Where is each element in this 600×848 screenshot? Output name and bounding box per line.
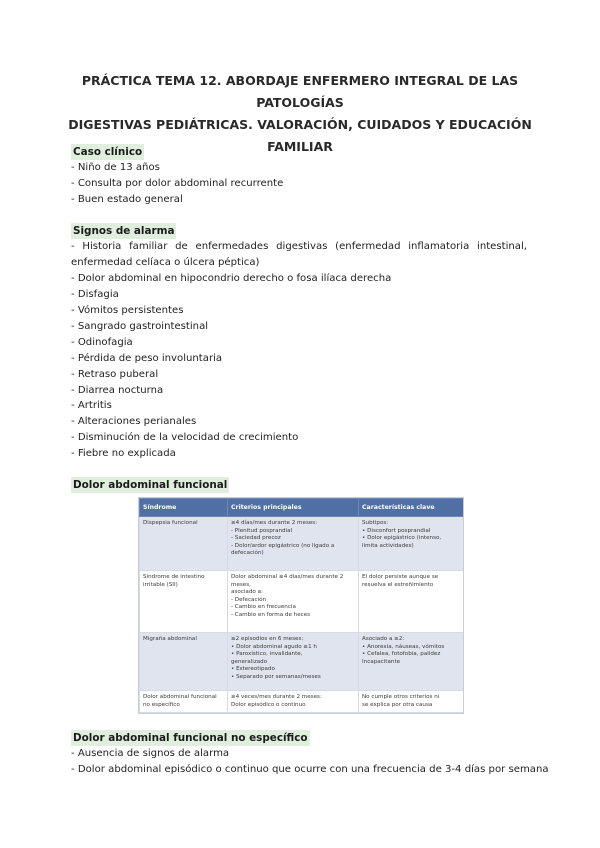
cell-line: ≥4 veces/mes durante 2 meses: xyxy=(231,694,322,700)
cell-line: Síndrome de intestino xyxy=(143,574,205,580)
table-row xyxy=(140,633,464,691)
cell-line: Incapacitante xyxy=(362,658,401,665)
cell-line: ≥4 días/mes durante 2 meses: xyxy=(231,520,318,526)
cell-line: • Dolor abdominal agudo ≥1 h xyxy=(231,643,317,650)
cell-line: No cumple otros criterios ni xyxy=(362,694,440,700)
cell-line: - Plenitud posprandial xyxy=(231,527,293,534)
signos-item: - Fiebre no explicada xyxy=(71,448,176,459)
cell-line: • Cefalea, fotofobia, palidez xyxy=(362,651,441,658)
signos-item: - Odinofagia xyxy=(71,337,133,348)
table-row xyxy=(140,691,464,713)
table-cell-sindrome xyxy=(140,571,228,633)
caso-item: - Niño de 13 años xyxy=(71,162,160,173)
table-cell-criterios xyxy=(228,517,359,571)
caso-item: - Consulta por dolor abdominal recurrente xyxy=(71,178,284,189)
caso-clinico-heading: Caso clínico xyxy=(73,146,143,158)
cell-line: • Separado por semanas/meses xyxy=(231,673,321,680)
cell-line: Dolor abdominal funcional xyxy=(143,694,217,700)
cell-line: se explica por otra causa xyxy=(362,701,433,708)
cell-line: • Dolor epigástrico (intenso, xyxy=(362,535,442,542)
cell-line: • Anorexia, náuseas, vómitos xyxy=(362,643,445,650)
signos-alarma-heading: Signos de alarma xyxy=(73,225,175,237)
cell-line: defecación) xyxy=(231,550,264,557)
table-header: Criterios principales xyxy=(228,499,359,517)
signos-item: - Pérdida de peso involuntaria xyxy=(71,353,223,364)
title-line-1: PRÁCTICA TEMA 12. ABORDAJE ENFERMERO INTEGRAL DE LAS PATOLOGÍAS xyxy=(81,73,519,110)
cell-line: - Cambio en forma de heces xyxy=(231,611,311,618)
cell-line: resuelva el estreñimiento xyxy=(362,581,434,588)
cell-line: • Disconfort posprandial xyxy=(362,527,431,534)
cell-line: Subtipos: xyxy=(362,520,389,526)
signos-item: - Retraso puberal xyxy=(71,369,159,380)
table-cell-caracteristicas xyxy=(359,691,464,713)
syndromes-table xyxy=(139,498,464,713)
table-cell-caracteristicas xyxy=(359,633,464,691)
cell-line: • Paroxístico, invalidante, xyxy=(231,651,303,658)
cell-line: generalizado xyxy=(231,658,268,665)
signos-item: - Historia familiar de enfermedades digestivas (enfermedad inflamatoria intestinal, enfermedad celíaca o úlcera péptica) xyxy=(71,241,527,268)
cell-line: irritable (SII) xyxy=(143,581,178,588)
signos-item: - Artritis xyxy=(71,400,112,411)
signos-item: - Disfagia xyxy=(71,289,119,300)
cell-line: Dolor abdominal ≥4 días/mes durante 2 xyxy=(231,574,344,580)
table-cell-caracteristicas xyxy=(359,517,464,571)
table-cell-sindrome xyxy=(140,633,228,691)
table-cell-criterios xyxy=(228,633,359,691)
table-cell-criterios xyxy=(228,571,359,633)
cell-line: - Cambio en frecuencia xyxy=(231,604,296,611)
cell-line: • Estereotipado xyxy=(231,666,275,673)
cell-line: limita actividades) xyxy=(362,542,414,549)
cell-line: Asociado a ≥2: xyxy=(362,636,405,642)
no-especifico-item: - Dolor abdominal episódico o continuo que ocurre con una frecuencia de 3-4 días por semana xyxy=(71,764,549,775)
table-cell-sindrome xyxy=(140,691,228,713)
cell-line: asociado a: xyxy=(231,589,263,596)
cell-line: no específico xyxy=(143,701,180,708)
cell-line: - Dolor/ardor epigástrico (no ligado a xyxy=(231,542,335,549)
table-header: Síndrome xyxy=(140,499,228,517)
no-especifico-item: - Ausencia de signos de alarma xyxy=(71,748,230,759)
cell-line: - Saciedad precoz xyxy=(231,535,281,542)
cell-line: ≥2 episodios en 6 meses: xyxy=(231,636,304,642)
signos-item: - Alteraciones perianales xyxy=(71,416,197,427)
cell-line: El dolor persiste aunque se xyxy=(362,574,439,580)
table-row xyxy=(140,517,464,571)
table-cell-sindrome xyxy=(140,517,228,571)
signos-item: - Dolor abdominal en hipocondrio derecho o fosa ilíaca derecha xyxy=(71,273,392,284)
table-header: Características clave xyxy=(359,499,464,517)
signos-item: - Diarrea nocturna xyxy=(71,385,164,396)
signos-item: - Disminución de la velocidad de crecimiento xyxy=(71,432,299,443)
no-especifico-heading: Dolor abdominal funcional no específico xyxy=(73,732,308,744)
cell-line: - Defecación xyxy=(231,596,267,603)
table-cell-criterios xyxy=(228,691,359,713)
cell-line: Migraña abdominal xyxy=(143,636,197,642)
syndromes-table-figure xyxy=(138,497,464,714)
caso-item: - Buen estado general xyxy=(71,194,183,205)
cell-line: meses, xyxy=(231,581,251,588)
cell-line: Dispepsia funcional xyxy=(143,520,198,526)
cell-line: Dolor episódico o continuo xyxy=(231,701,306,708)
signos-item: - Sangrado gastrointestinal xyxy=(71,321,209,332)
table-row xyxy=(140,571,464,633)
title-line-3: FAMILIAR xyxy=(267,139,333,154)
signos-item: - Vómitos persistentes xyxy=(71,305,184,316)
title-line-2: DIGESTIVAS PEDIÁTRICAS. VALORACIÓN, CUIDADOS Y EDUCACIÓN xyxy=(68,117,532,132)
dolor-funcional-heading: Dolor abdominal funcional xyxy=(73,479,228,491)
table-cell-caracteristicas xyxy=(359,571,464,633)
